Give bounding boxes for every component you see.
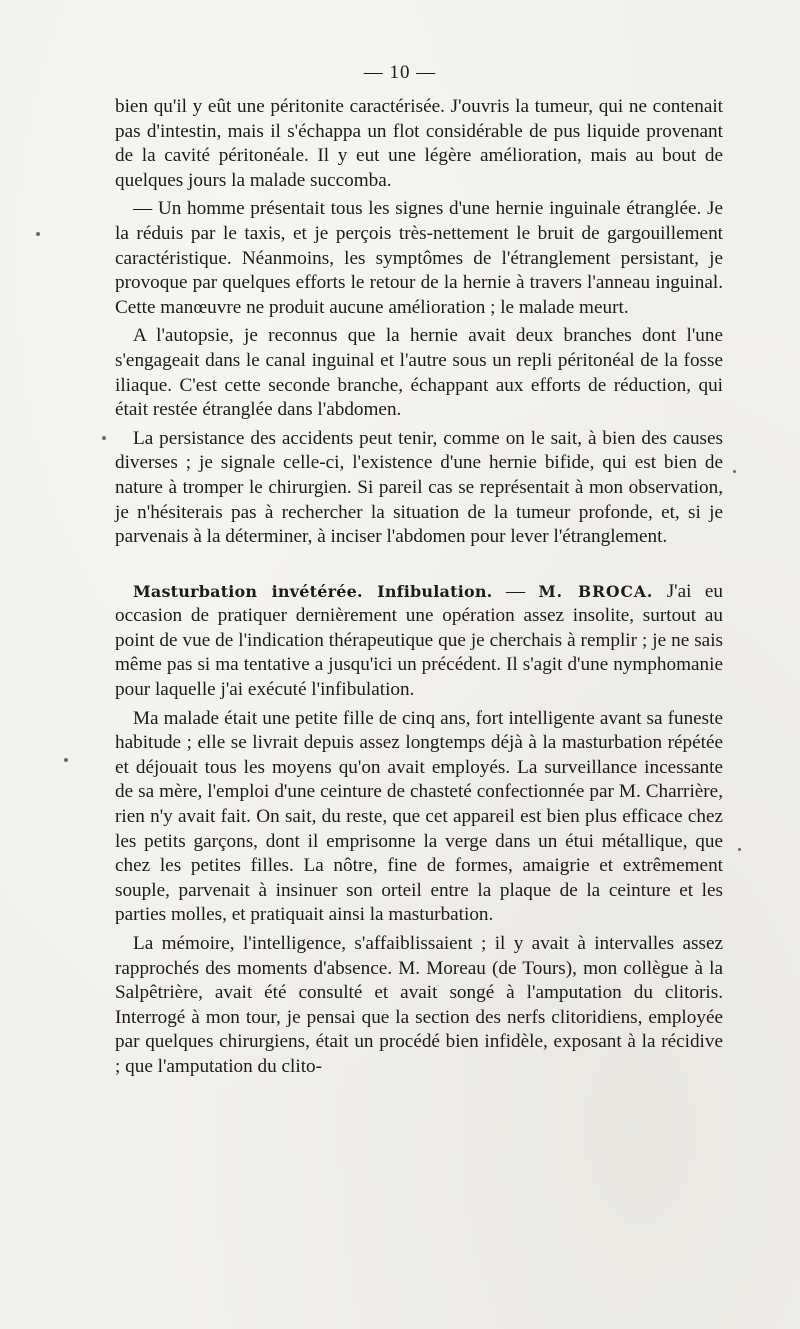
paragraph-hernia-case: — Un homme présentait tous les signes d'une hernie inguinale étranglée. Je la réduis par le taxis, et je perçois très-nettement le bruit de gargouillement caractéristique. Néanmoins, les symptômes de l'étranglement persistant, je provoque par quelques efforts le retour de la hernie à travers l'anneau inguinal. Cette manœuvre ne produit aucune amélioration ; le malade meurt. [115, 198, 723, 318]
margin-speck [733, 470, 736, 473]
section-lead-text: J'ai eu occasion de pratiquer dernièrement une opération assez insolite, surtout au point de vue de l'indication thérapeutique que je cherchais à remplir ; je ne sais même pas si ma tentative a jusqu'ici un précédent. Il s'agit d'une nymphomanie pour laquelle j'ai exécuté l'infibulation. [115, 580, 723, 701]
page-number-header: — 10 — [363, 62, 437, 83]
section-heading-paragraph [115, 580, 723, 703]
paragraph-memory: La mémoire, l'intelligence, s'affaiblissaient ; il y avait à intervalles assez rapprochés des moments d'absence. M. Moreau (de Tours), mon collègue à la Salpêtrière, avait été consulté et avait songé à l'amputation du clitoris. Interrogé à mon tour, je pensai que la section des nerfs clitoridiens, employée par quelques chirurgiens, était un procédé bien infidèle, exposant à la récidive ; que l'amputation du clito- [115, 933, 723, 1077]
section-dash: — [492, 580, 539, 602]
margin-speck [102, 436, 106, 440]
paragraph-persistence: La persistance des accidents peut tenir, comme on le sait, à bien des causes diverses ; je signale celle-ci, l'existence d'une hernie bifide, qui est bien de nature à tromper le chirurgien. Si pareil cas se représentait à mon observation, je n'hésiterais pas à rechercher la situation de la tumeur profonde, et, si je parvenais à la déterminer, à inciser l'abdomen pour lever l'étranglement. [115, 427, 723, 548]
margin-speck [64, 758, 68, 762]
paragraph-patient: Ma malade était une petite fille de cinq ans, fort intelligente avant sa funeste habitude ; elle se livrait depuis assez longtemps déjà à la masturbation répétée et déjouait tous les moyens qu'on avait employés. La surveillance incessante de sa mère, l'emploi d'une ceinture de chasteté confectionnée par M. Charrière, rien n'y avait fait. On sait, du reste, que cet appareil est bien plus efficace chez les petits garçons, dont il emprisonne la verge dans un étui métallique, que chez les petites filles. La nôtre, fine de formes, amaigrie et extrêmement souple, parvenait à insinuer son orteil entre la plaque de la ceinture et les parties molles, et pratiquait ainsi la masturbation. [115, 707, 723, 926]
paragraph-autopsy: A l'autopsie, je reconnus que la hernie avait deux branches dont l'une s'engageait dans le canal inguinal et l'autre sous un repli péritonéal de la fosse iliaque. C'est cette seconde branche, échappant aux efforts de réduction, qui était restée étranglée dans l'abdomen. [115, 325, 723, 421]
paragraph-continuation: bien qu'il y eût une péritonite caractérisée. J'ouvris la tumeur, qui ne contenait pas d'intestin, mais il s'échappa un flot considérable de pus liquide provenant de la cavité péritonéale. Il y eut une légère amélioration, mais au bout de quelques jours la malade succomba. [115, 96, 723, 191]
body-text [115, 95, 723, 1080]
margin-speck [738, 848, 741, 851]
section-author: M. BROCA. [538, 581, 654, 601]
margin-speck [36, 232, 40, 236]
section-rubric: Masturbation invétérée. Infibulation. [133, 581, 493, 601]
